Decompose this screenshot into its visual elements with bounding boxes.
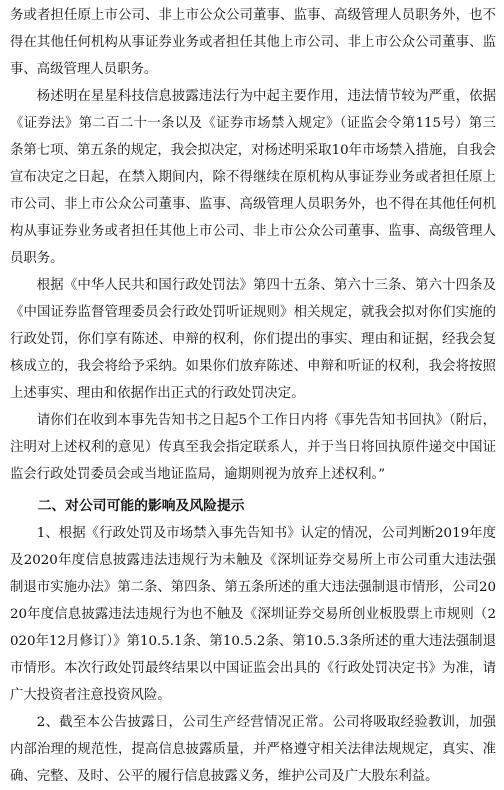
paragraph-receipt-deadline: 请你们在收到本事先告知书之日起5个工作日内将《事先告知书回执》（附后，注明对上述权利的意见）传真至我会指定联系人，并于当日将回执原件递交中国证监会行政处罚委员会或当地证监局，逾期则视为放弃上述权利。” [10,413,496,482]
paragraph-rights-notice: 根据《中华人民共和国行政处罚法》第四十五条、第六十三条、第六十四条及《中国证券监督管理委员会行政处罚听证规则》相关规定，就我会拟对你们实施的行政处罚，你们享有陈述、申辩的权利，你们提出的事实、理由和证据，经我会复核成立的，我会将给予采纳。如果你们放弃陈述、申辩和听证的权利，我会将按照上述事实、理由和依据作出正式的行政处罚决定。 [10,278,496,401]
section-heading: 二、对公司可能的影响及风险提示 [37,498,245,514]
document-body-bottom [10,520,496,790]
paragraph-yang-shuming-ban: 杨述明在星星科技信息披露违法行为中起主要作用，违法情节较为严重，依据《证券法》第二百二十一条以及《证券市场禁入规定》（证监会令第115号）第三条第七项、第五条的规定，我会拟决定，对杨述明采取10年市场禁入措施，自我会宣布决定之日起，在禁入期间内，除不得继续在原机构从事证券业务或者担任原上市公司、非上市公众公司董事、监事、高级管理人员职务外，也不得在其他任何机构从事证券业务或者担任其他上市公司、非上市公众公司董事、监事、高级管理人员职务。 [10,89,496,266]
paragraph-impact-assessment: 1、根据《行政处罚及市场禁入事先告知书》认定的情况，公司判断2019年度及2020年度信息披露违法违规行为未触及《深圳证券交易所上市公司重大违法强制退市实施办法》第二条、第四条、第五条所述的重大违法强制退市情形，公司2020年度信息披露违法违规行为也不触及《深圳证券交易所创业板股票上市规则（2020年12月修订）》第10.5.1条、第10.5.2条、第10.5.3条所述的重大违法强制退市情形。本次行政处罚最终结果以中国证监会出具的《行政处罚决定书》为准，请广大投资者注意投资风险。 [10,526,496,703]
paragraph-continuation: 务或者担任原上市公司、非上市公众公司董事、监事、高级管理人员职务外，也不得在其他任何机构从事证券业务或者担任其他上市公司、非上市公众公司董事、监事、高级管理人员职务。 [10,8,496,77]
document-body-top [10,0,496,488]
paragraph-operations-status: 2、截至本公告披露日，公司生产经营情况正常。公司将吸取经验教训，加强内部治理的规范性，提高信息披露质量，并严格遵守相关法律法规规定，真实、准确、完整、及时、公平的履行信息披露义务，维护公司及广大股东利益。 [10,715,496,784]
